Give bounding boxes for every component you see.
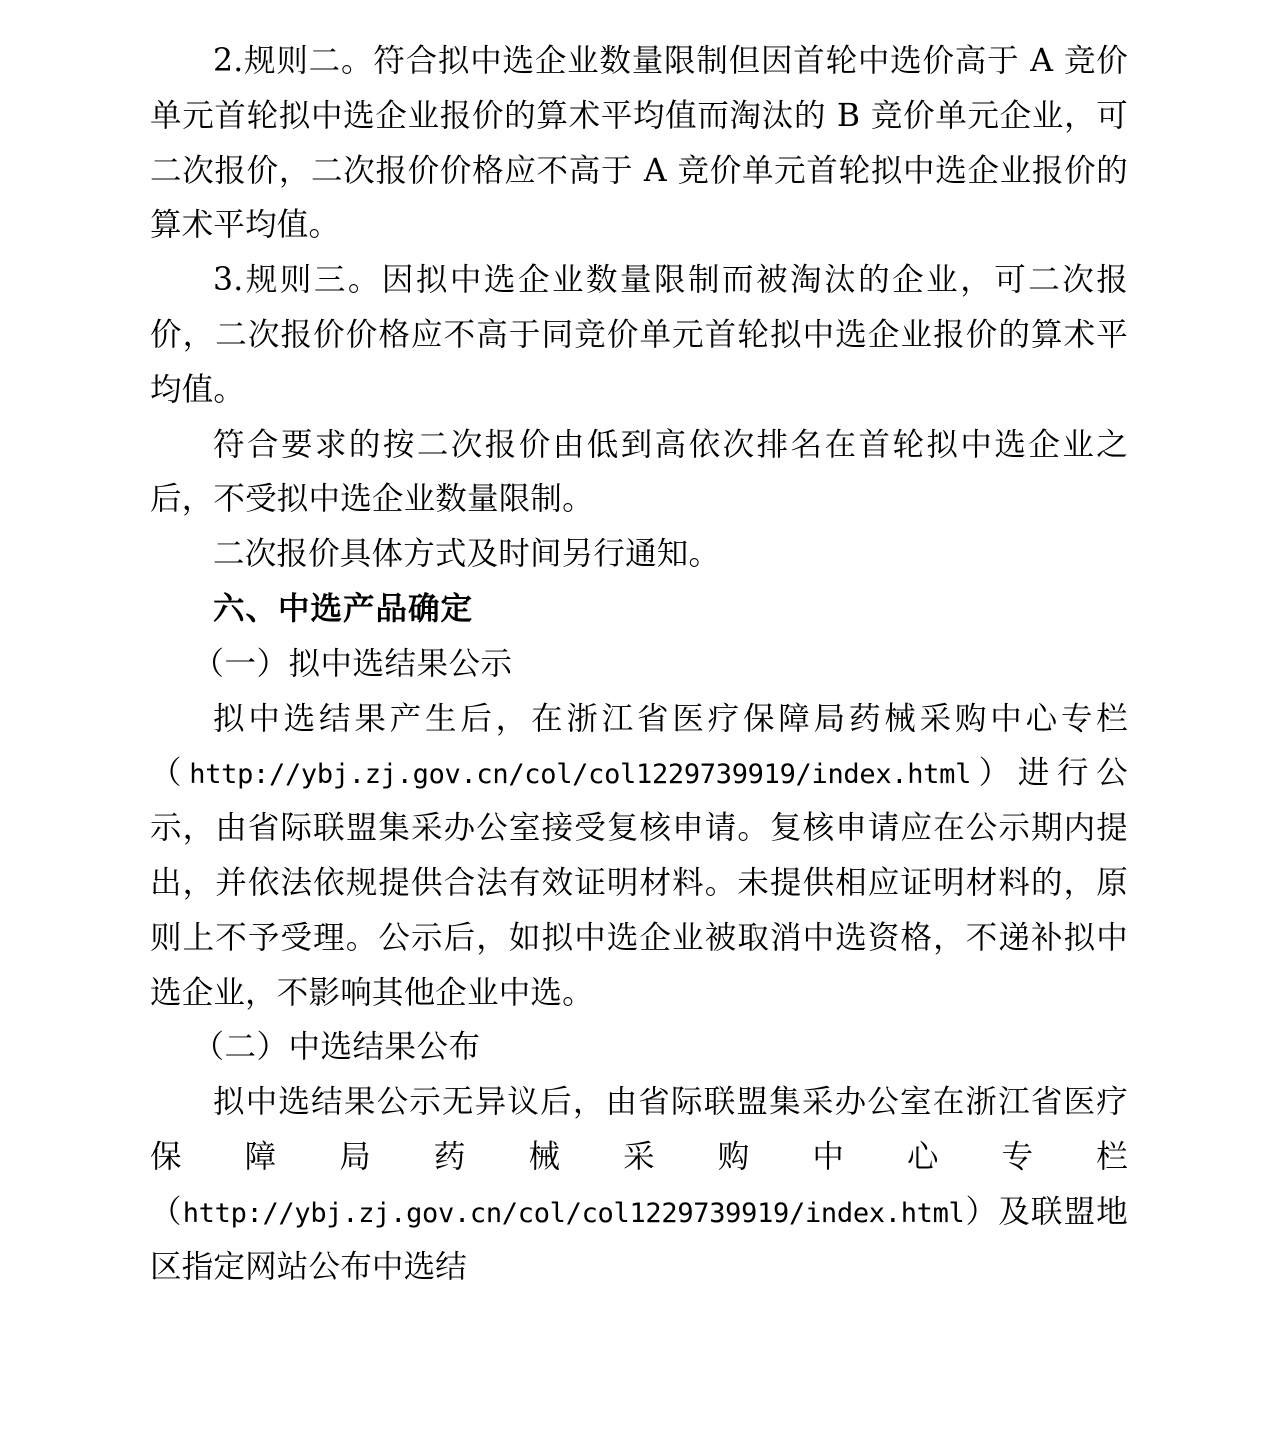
document-body [150,34,1128,1294]
publicity-text-after: ）进行公示，由省际联盟集采办公室接受复核申请。复核申请应在公示期内提出，并依法依规提供合法有效证明材料。未提供相应证明材料的，原则上不予受理。公示后，如拟中选企业被取消中选资格，不递补拟中选企业，不影响其他企业中选。 [150,755,1128,1011]
notice-paragraph: 二次报价具体方式及时间另行通知。 [213,536,721,573]
rule-three-paragraph: 3.规则三。因拟中选企业数量限制而被淘汰的企业，可二次报价，二次报价价格应不高于同竞价单元首轮拟中选企业报价的算术平均值。 [150,262,1128,408]
publicity-url: http://ybj.zj.gov.cn/col/col1229739919/index.html [189,759,972,791]
rule-two-paragraph: 2.规则二。符合拟中选企业数量限制但因首轮中选价高于 A 竞价单元首轮拟中选企业报价的算术平均值而淘汰的 B 竞价单元企业，可二次报价，二次报价价格应不高于 A 竞价单元首轮拟中选企业报价的算术平均值。 [150,43,1128,244]
section-six-heading: 六、中选产品确定 [213,589,474,627]
announcement-text-after: ）及联盟地区指定网站公布中选结 [150,1193,1128,1285]
announcement-text-before: 拟中选结果公示无异议后，由省际联盟集采办公室在浙江省医疗保障局药械采购中心专栏（ [150,1084,1128,1230]
subsection-two-heading: （二）中选结果公布 [192,1029,481,1066]
publicity-text-before: 拟中选结果产生后，在浙江省医疗保障局药械采购中心专栏（ [150,700,1128,792]
announcement-url: http://ybj.zj.gov.cn/col/col1229739919/index.html [182,1197,965,1229]
ranking-paragraph: 符合要求的按二次报价由低到高依次排名在首轮拟中选企业之后，不受拟中选企业数量限制。 [150,426,1128,518]
subsection-one-heading: （一）拟中选结果公示 [192,645,513,682]
announcement-paragraph [150,1075,1128,1294]
publicity-paragraph [150,692,1128,1021]
